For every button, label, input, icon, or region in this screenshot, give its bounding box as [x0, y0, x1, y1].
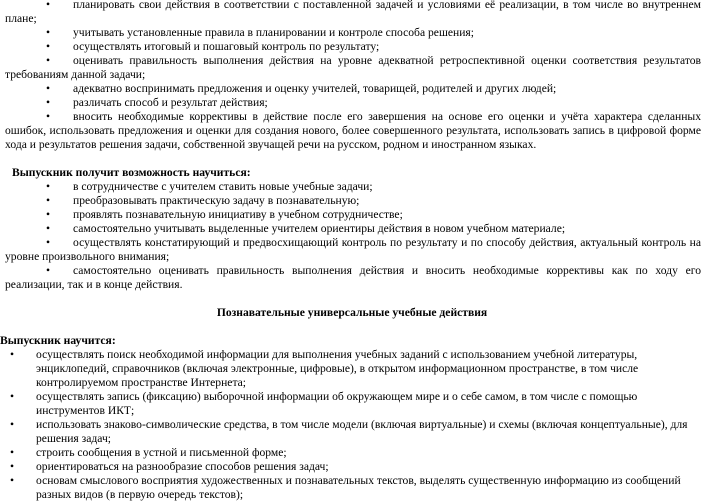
- bullet: •: [46, 40, 51, 53]
- list-item: • использовать знаково-символические средства, в том числе модели (включая виртуальные) и схемы (включая концептуальные), для решения задач;: [10, 418, 688, 445]
- list-item: • осуществлять поиск необходимой информации для выполнения учебных заданий с использованием учебной литературы, энциклопедий, справочников (включая электронные, цифровые), в открытом информационном пространстве, в том числе контролируемом пространстве Интернета;: [10, 348, 639, 389]
- bullet: •: [46, 96, 51, 109]
- bullet: •: [46, 54, 51, 67]
- list-item: • адекватно воспринимать предложения и оценку учителей, товарищей, родителей и других людей;: [46, 82, 557, 95]
- list-item: • преобразовывать практическую задачу в познавательную;: [46, 194, 360, 207]
- bullet: •: [46, 208, 51, 221]
- list-item: • осуществлять итоговый и пошаговый контроль по результату;: [46, 40, 380, 53]
- bullet: •: [46, 236, 51, 249]
- bullet: •: [10, 446, 15, 459]
- list-item: • в сотрудничестве с учителем ставить новые учебные задачи;: [46, 180, 373, 193]
- list-item: • основам смыслового восприятия художественных и познавательных текстов, выделять существенную информацию из сообщений разных видов (в первую очередь текстов);: [10, 474, 681, 501]
- bullet: •: [46, 82, 51, 95]
- bullet: •: [10, 390, 15, 403]
- list-item: • самостоятельно оценивать правильность выполнения действия и вносить необходимые коррективы как по ходу его реализации, так и в конце действия.: [5, 264, 701, 291]
- list-item: • ориентироваться на разнообразие способов решения задач;: [10, 460, 329, 473]
- bullet: •: [46, 110, 51, 123]
- bullet: •: [10, 418, 15, 431]
- bullet: •: [46, 180, 51, 193]
- bullet: •: [10, 348, 15, 361]
- bullet: •: [46, 0, 51, 11]
- list-item: • осуществлять констатирующий и предвосхищающий контроль по результату и по способу действия, актуальный контроль на уровне произвольного внимания;: [5, 236, 701, 263]
- list-item: • оценивать правильность выполнения действия на уровне адекватной ретроспективной оценки соответствия результатов требованиям данной задачи;: [5, 54, 701, 81]
- list-item: • строить сообщения в устной и письменной форме;: [10, 446, 287, 459]
- bullet: •: [46, 194, 51, 207]
- list-item: • проявлять познавательную инициативу в учебном сотрудничестве;: [46, 208, 403, 221]
- section-title: Познавательные универсальные учебные действия: [216, 306, 488, 319]
- section-heading: Выпускник получит возможность научиться:: [12, 166, 251, 179]
- bullet: •: [46, 222, 51, 235]
- list-item: • самостоятельно учитывать выделенные учителем ориентиры действия в новом учебном материале;: [46, 222, 566, 235]
- bullet: •: [46, 264, 51, 277]
- section-heading: Выпускник научится:: [0, 334, 116, 347]
- list-item: • различать способ и результат действия;: [46, 96, 268, 109]
- list-item: • осуществлять запись (фиксацию) выборочной информации об окружающем мире и о себе самом, в том числе с помощью инструментов ИКТ;: [10, 390, 638, 417]
- list-item: • планировать свои действия в соответствии с поставленной задачей и условиями её реализации, в том числе во внутреннем плане;: [5, 0, 701, 25]
- list-item: • вносить необходимые коррективы в действие после его завершения на основе его оценки и учёта характера сделанных ошибок, использовать предложения и оценки для создания нового, более совершенного результата, использовать запись в цифровой форме хода и результатов решения задачи, собственной звучащей речи на русском, родном и иностранном языках.: [5, 110, 701, 151]
- bullet: •: [46, 26, 51, 39]
- bullet: •: [10, 460, 15, 473]
- bullet: •: [10, 474, 15, 487]
- list-item: • учитывать установленные правила в планировании и контроле способа решения;: [46, 26, 474, 39]
